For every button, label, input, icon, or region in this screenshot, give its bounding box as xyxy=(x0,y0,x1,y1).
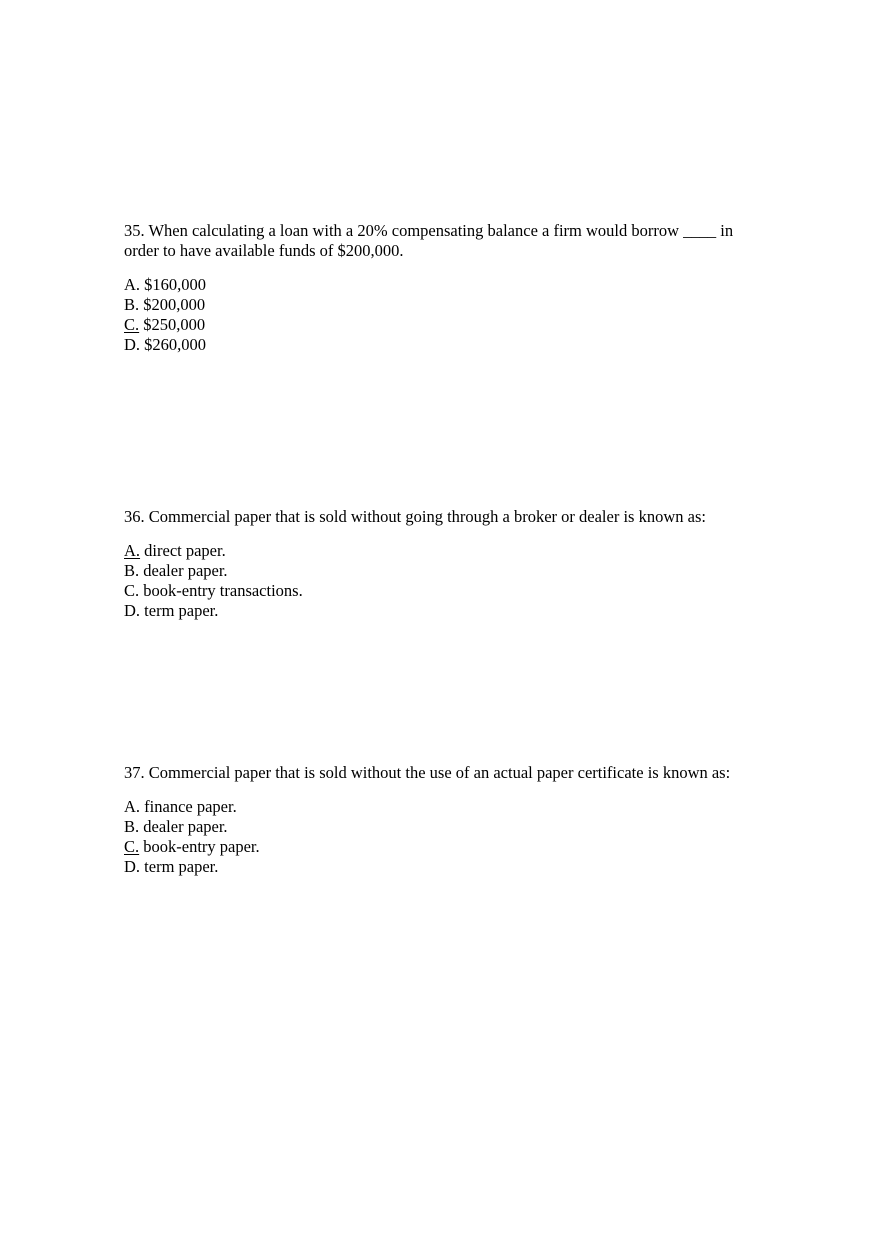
option-text: $160,000 xyxy=(144,275,207,294)
option-c xyxy=(124,581,764,601)
option-letter: B. xyxy=(124,295,140,314)
option-text: finance paper. xyxy=(144,797,237,816)
option-text: book-entry paper. xyxy=(143,837,260,856)
question-stem xyxy=(124,507,764,527)
option-letter: D. xyxy=(124,335,141,354)
question-number: 37. xyxy=(124,763,145,782)
option-d xyxy=(124,335,764,355)
question-text: Commercial paper that is sold without the use of an actual paper certificate is known as: xyxy=(148,763,731,782)
option-text: dealer paper. xyxy=(143,817,228,836)
option-text: book-entry transactions. xyxy=(143,581,303,600)
question-number: 35. xyxy=(124,221,145,240)
option-text: dealer paper. xyxy=(143,561,228,580)
option-letter: D. xyxy=(124,857,141,876)
option-b xyxy=(124,817,764,837)
option-d xyxy=(124,601,764,621)
question-37 xyxy=(124,763,764,877)
option-a xyxy=(124,797,764,817)
option-text: $250,000 xyxy=(143,315,206,334)
option-letter: B. xyxy=(124,817,140,836)
question-35 xyxy=(124,221,764,355)
answer-options xyxy=(124,797,764,877)
option-c xyxy=(124,837,764,857)
option-letter-correct: C. xyxy=(124,315,140,334)
option-b xyxy=(124,561,764,581)
option-letter-correct: C. xyxy=(124,837,140,856)
option-text: $200,000 xyxy=(143,295,206,314)
question-36 xyxy=(124,507,764,621)
option-letter: A. xyxy=(124,797,141,816)
option-text: term paper. xyxy=(144,601,219,620)
question-stem xyxy=(124,221,764,261)
option-letter: A. xyxy=(124,275,141,294)
answer-options xyxy=(124,275,764,355)
question-number: 36. xyxy=(124,507,145,526)
option-a xyxy=(124,541,764,561)
question-text: When calculating a loan with a 20% compensating balance a firm would borrow ____ in order to have available funds of $200,000. xyxy=(124,221,734,260)
question-text: Commercial paper that is sold without going through a broker or dealer is known as: xyxy=(148,507,706,526)
option-letter-correct: A. xyxy=(124,541,141,560)
option-text: term paper. xyxy=(144,857,219,876)
option-letter: B. xyxy=(124,561,140,580)
option-d xyxy=(124,857,764,877)
option-letter: D. xyxy=(124,601,141,620)
option-a xyxy=(124,275,764,295)
option-letter: C. xyxy=(124,581,140,600)
option-text: direct paper. xyxy=(144,541,226,560)
question-stem xyxy=(124,763,764,783)
answer-options xyxy=(124,541,764,621)
option-c xyxy=(124,315,764,335)
option-text: $260,000 xyxy=(144,335,207,354)
option-b xyxy=(124,295,764,315)
